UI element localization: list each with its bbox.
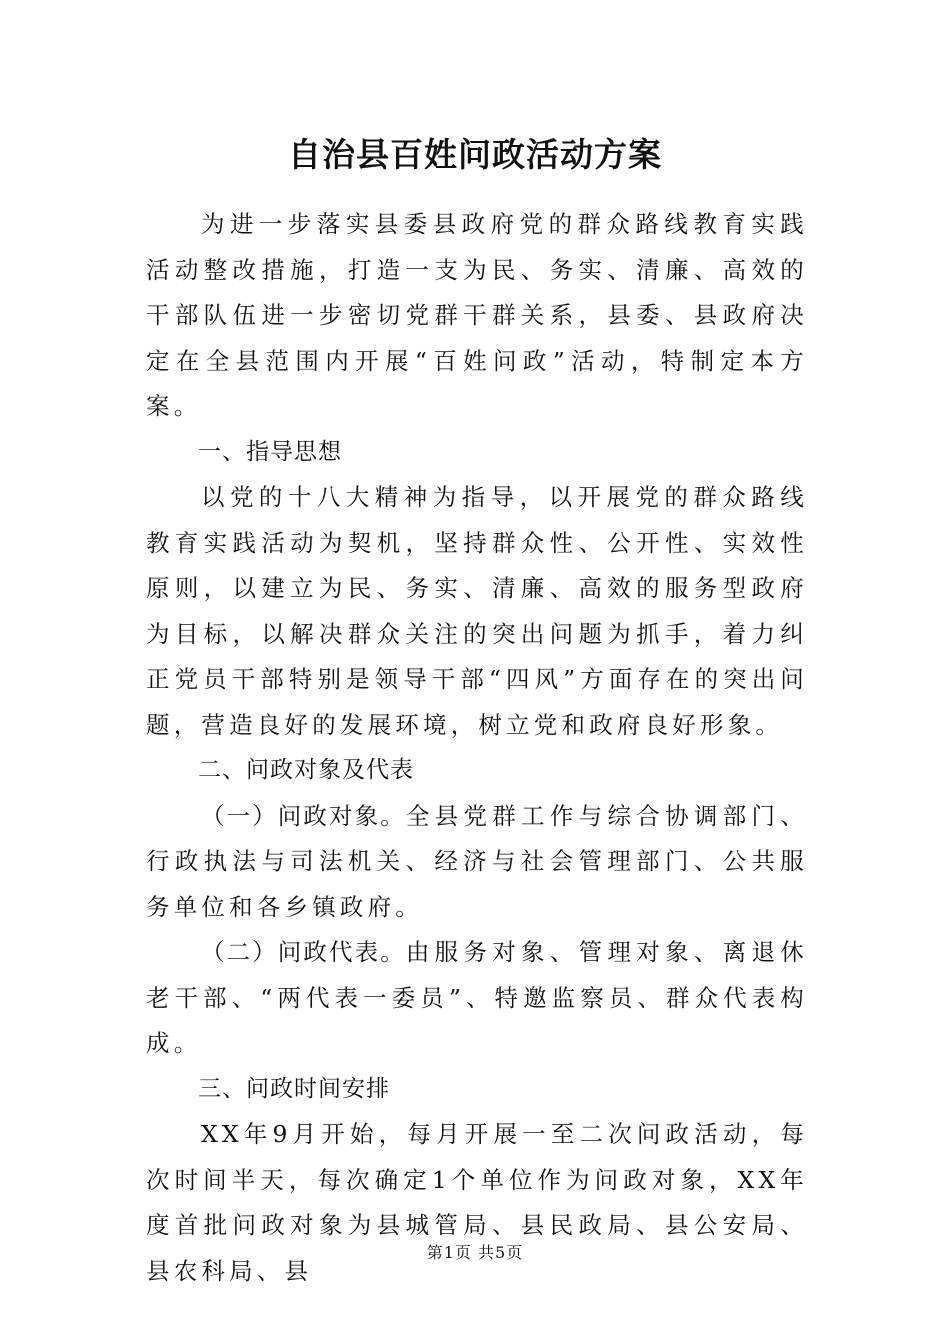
inquiry-targets-paragraph bbox=[146, 794, 808, 931]
inquiry-representatives-label: （二）问政代表。 bbox=[201, 938, 406, 966]
page-number-footer: 第1页 共5页 bbox=[426, 1243, 524, 1262]
document-body bbox=[146, 202, 808, 1294]
document-title: 自治县百姓问政活动方案 bbox=[288, 135, 662, 174]
guiding-ideology-paragraph: 以党的十八大精神为指导，以开展党的群众路线教育实践活动为契机，坚持群众性、公开性、实效性原则，以建立为民、务实、清廉、高效的服务型政府为目标，以解决群众关注的突出问题为抓手，着力纠正党员干部特别是领导干部“四风”方面存在的突出问题，营造良好的发展环境，树立党和政府良好形象。 bbox=[146, 483, 808, 739]
inquiry-representatives-paragraph bbox=[146, 930, 808, 1067]
intro-paragraph: 为进一步落实县委县政府党的群众路线教育实践活动整改措施，打造一支为民、务实、清廉、高效的干部队伍进一步密切党群干群关系，县委、县政府决定在全县范围内开展“百姓问政”活动，特制定本方案。 bbox=[146, 210, 808, 420]
section-heading-guiding-ideology: 一、指导思想 bbox=[198, 438, 342, 465]
section-heading-schedule: 三、问政时间安排 bbox=[198, 1075, 390, 1102]
inquiry-targets-text: 全县党群工作与综合协调部门、行政执法与司法机关、经济与社会管理部门、公共服务单位和各乡镇政府。 bbox=[146, 801, 808, 921]
inquiry-targets-label: （一）问政对象。 bbox=[201, 801, 406, 830]
schedule-paragraph: XX年9月开始，每月开展一至二次问政活动，每次时间半天，每次确定1个单位作为问政对象，XX年度首批问政对象为县城管局、县民政局、县公安局、县农科局、县 bbox=[146, 1120, 808, 1285]
inquiry-representatives-text: 由服务对象、管理对象、离退休老干部、“两代表一委员”、特邀监察员、群众代表构成。 bbox=[146, 938, 808, 1057]
section-heading-inquiry-targets: 二、问政对象及代表 bbox=[198, 757, 414, 783]
